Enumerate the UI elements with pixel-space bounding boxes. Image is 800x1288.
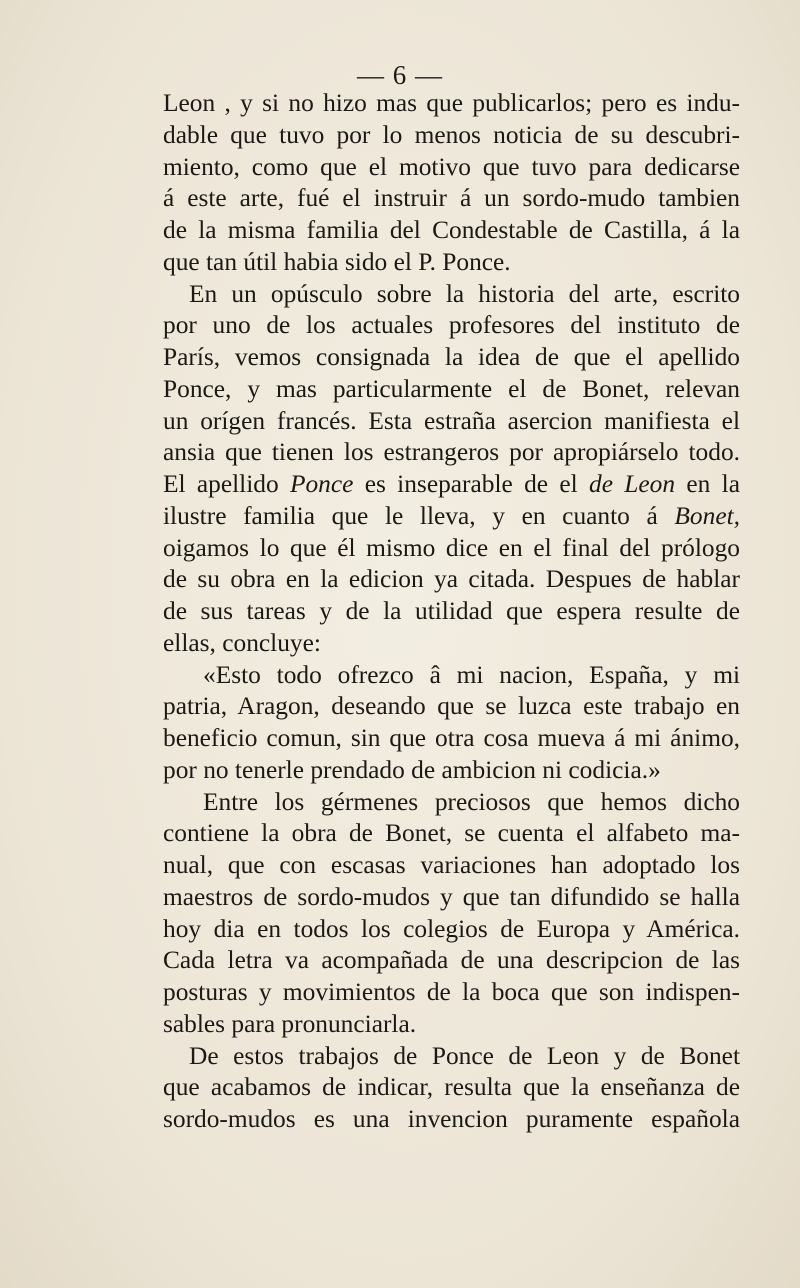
text-segment: contiene la obra de Bonet, se cuenta el alfabeto ma- <box>163 819 740 848</box>
text-line <box>163 1072 740 1104</box>
text-segment: por uno de los actuales profesores del instituto de <box>163 311 740 340</box>
text-segment: París, vemos consignada la idea de que el apellido <box>163 343 740 371</box>
text-segment: El apellido <box>163 470 290 498</box>
text-line <box>163 215 740 247</box>
text-line <box>163 533 740 565</box>
text-line <box>163 406 740 438</box>
text-line <box>163 1104 740 1136</box>
text-line <box>163 882 740 914</box>
text-line <box>163 437 740 469</box>
text-line <box>163 183 740 215</box>
text-segment: de la misma familia del Condestable de Castilla, á la <box>163 216 740 244</box>
text-segment: sables para pronunciarla. <box>163 1009 417 1038</box>
text-segment: Ponce, y mas particularmente el de Bonet, relevan <box>163 374 740 403</box>
text-line <box>163 723 740 755</box>
text-line <box>163 945 740 977</box>
text-segment: dable que tuvo por lo menos noticia de su descubri- <box>163 120 740 149</box>
text-line <box>163 914 740 946</box>
text-segment: sordo-mudos es una invencion puramente española <box>163 1105 740 1133</box>
text-segment: en la <box>675 470 740 498</box>
italic-text: Bonet, <box>674 501 740 530</box>
text-segment: de su obra en la edicion ya citada. Despues de hablar <box>163 565 740 594</box>
text-segment: posturas y movimientos de la boca que son indispen- <box>163 978 740 1006</box>
text-segment: miento, como que el motivo que tuvo para dedicarse <box>163 152 740 181</box>
text-line <box>163 501 740 533</box>
text-line <box>163 787 740 819</box>
text-segment: Entre los gérmenes preciosos que hemos dicho <box>203 787 740 816</box>
italic-text: de Leon <box>589 470 676 498</box>
text-segment: Cada letra va acompañada de una descripcion de las <box>163 946 740 975</box>
text-segment: por no tenerle prendado de ambicion ni codicia.» <box>163 755 661 784</box>
text-line <box>163 342 740 374</box>
text-segment: patria, Aragon, deseando que se luzca este trabajo en <box>163 692 740 721</box>
text-line <box>163 564 740 596</box>
text-segment: De estos trabajos de Ponce de Leon y de Bonet <box>189 1041 740 1070</box>
text-line <box>163 469 740 501</box>
text-line <box>163 88 740 120</box>
text-line <box>163 628 740 660</box>
text-line <box>163 279 740 311</box>
text-segment: Leon , y si no hizo mas que publicarlos; pero es indu- <box>163 89 740 117</box>
text-segment: que tan útil habia sido el P. Ponce. <box>163 247 511 276</box>
text-line <box>163 247 740 279</box>
text-segment: nual, que con escasas variaciones han adoptado los <box>163 851 740 879</box>
text-segment: es inseparable de el <box>353 470 590 498</box>
body-text <box>163 88 740 1136</box>
text-line <box>163 1041 740 1073</box>
text-segment: ellas, concluye: <box>163 628 321 657</box>
text-line <box>163 152 740 184</box>
text-segment: ansia que tienen los estrangeros por apropiárselo todo. <box>163 438 740 467</box>
text-segment: «Esto todo ofrezco â mi nacion, España, y mi <box>203 660 740 689</box>
text-line <box>163 850 740 882</box>
text-line <box>163 1009 740 1041</box>
text-line <box>163 691 740 723</box>
text-line <box>163 660 740 692</box>
text-segment: oigamos lo que él mismo dice en el final del prólogo <box>163 533 740 562</box>
italic-text: Ponce <box>289 470 354 498</box>
text-segment: que acabamos de indicar, resulta que la enseñanza de <box>163 1073 740 1102</box>
text-segment: ilustre familia que le lleva, y en cuanto á <box>163 501 675 530</box>
text-line <box>163 310 740 342</box>
text-line <box>163 818 740 850</box>
text-line <box>163 596 740 628</box>
text-segment: beneficio comun, sin que otra cosa mueva á mi ánimo, <box>163 724 740 752</box>
text-segment: maestros de sordo-mudos y que tan difundido se halla <box>163 882 740 911</box>
text-segment: En un opúsculo sobre la historia del arte, escrito <box>189 279 740 308</box>
text-line <box>163 755 740 787</box>
page-number: — 6 — <box>357 60 443 90</box>
text-line <box>163 120 740 152</box>
text-segment: hoy dia en todos los colegios de Europa y América. <box>163 914 740 943</box>
text-line <box>163 977 740 1009</box>
text-segment: á este arte, fué el instruir á un sordo-mudo tambien <box>163 184 740 213</box>
text-segment: un orígen francés. Esta estraña asercion manifiesta el <box>163 406 740 435</box>
text-segment: de sus tareas y de la utilidad que espera resulte de <box>163 597 740 625</box>
text-line <box>163 374 740 406</box>
